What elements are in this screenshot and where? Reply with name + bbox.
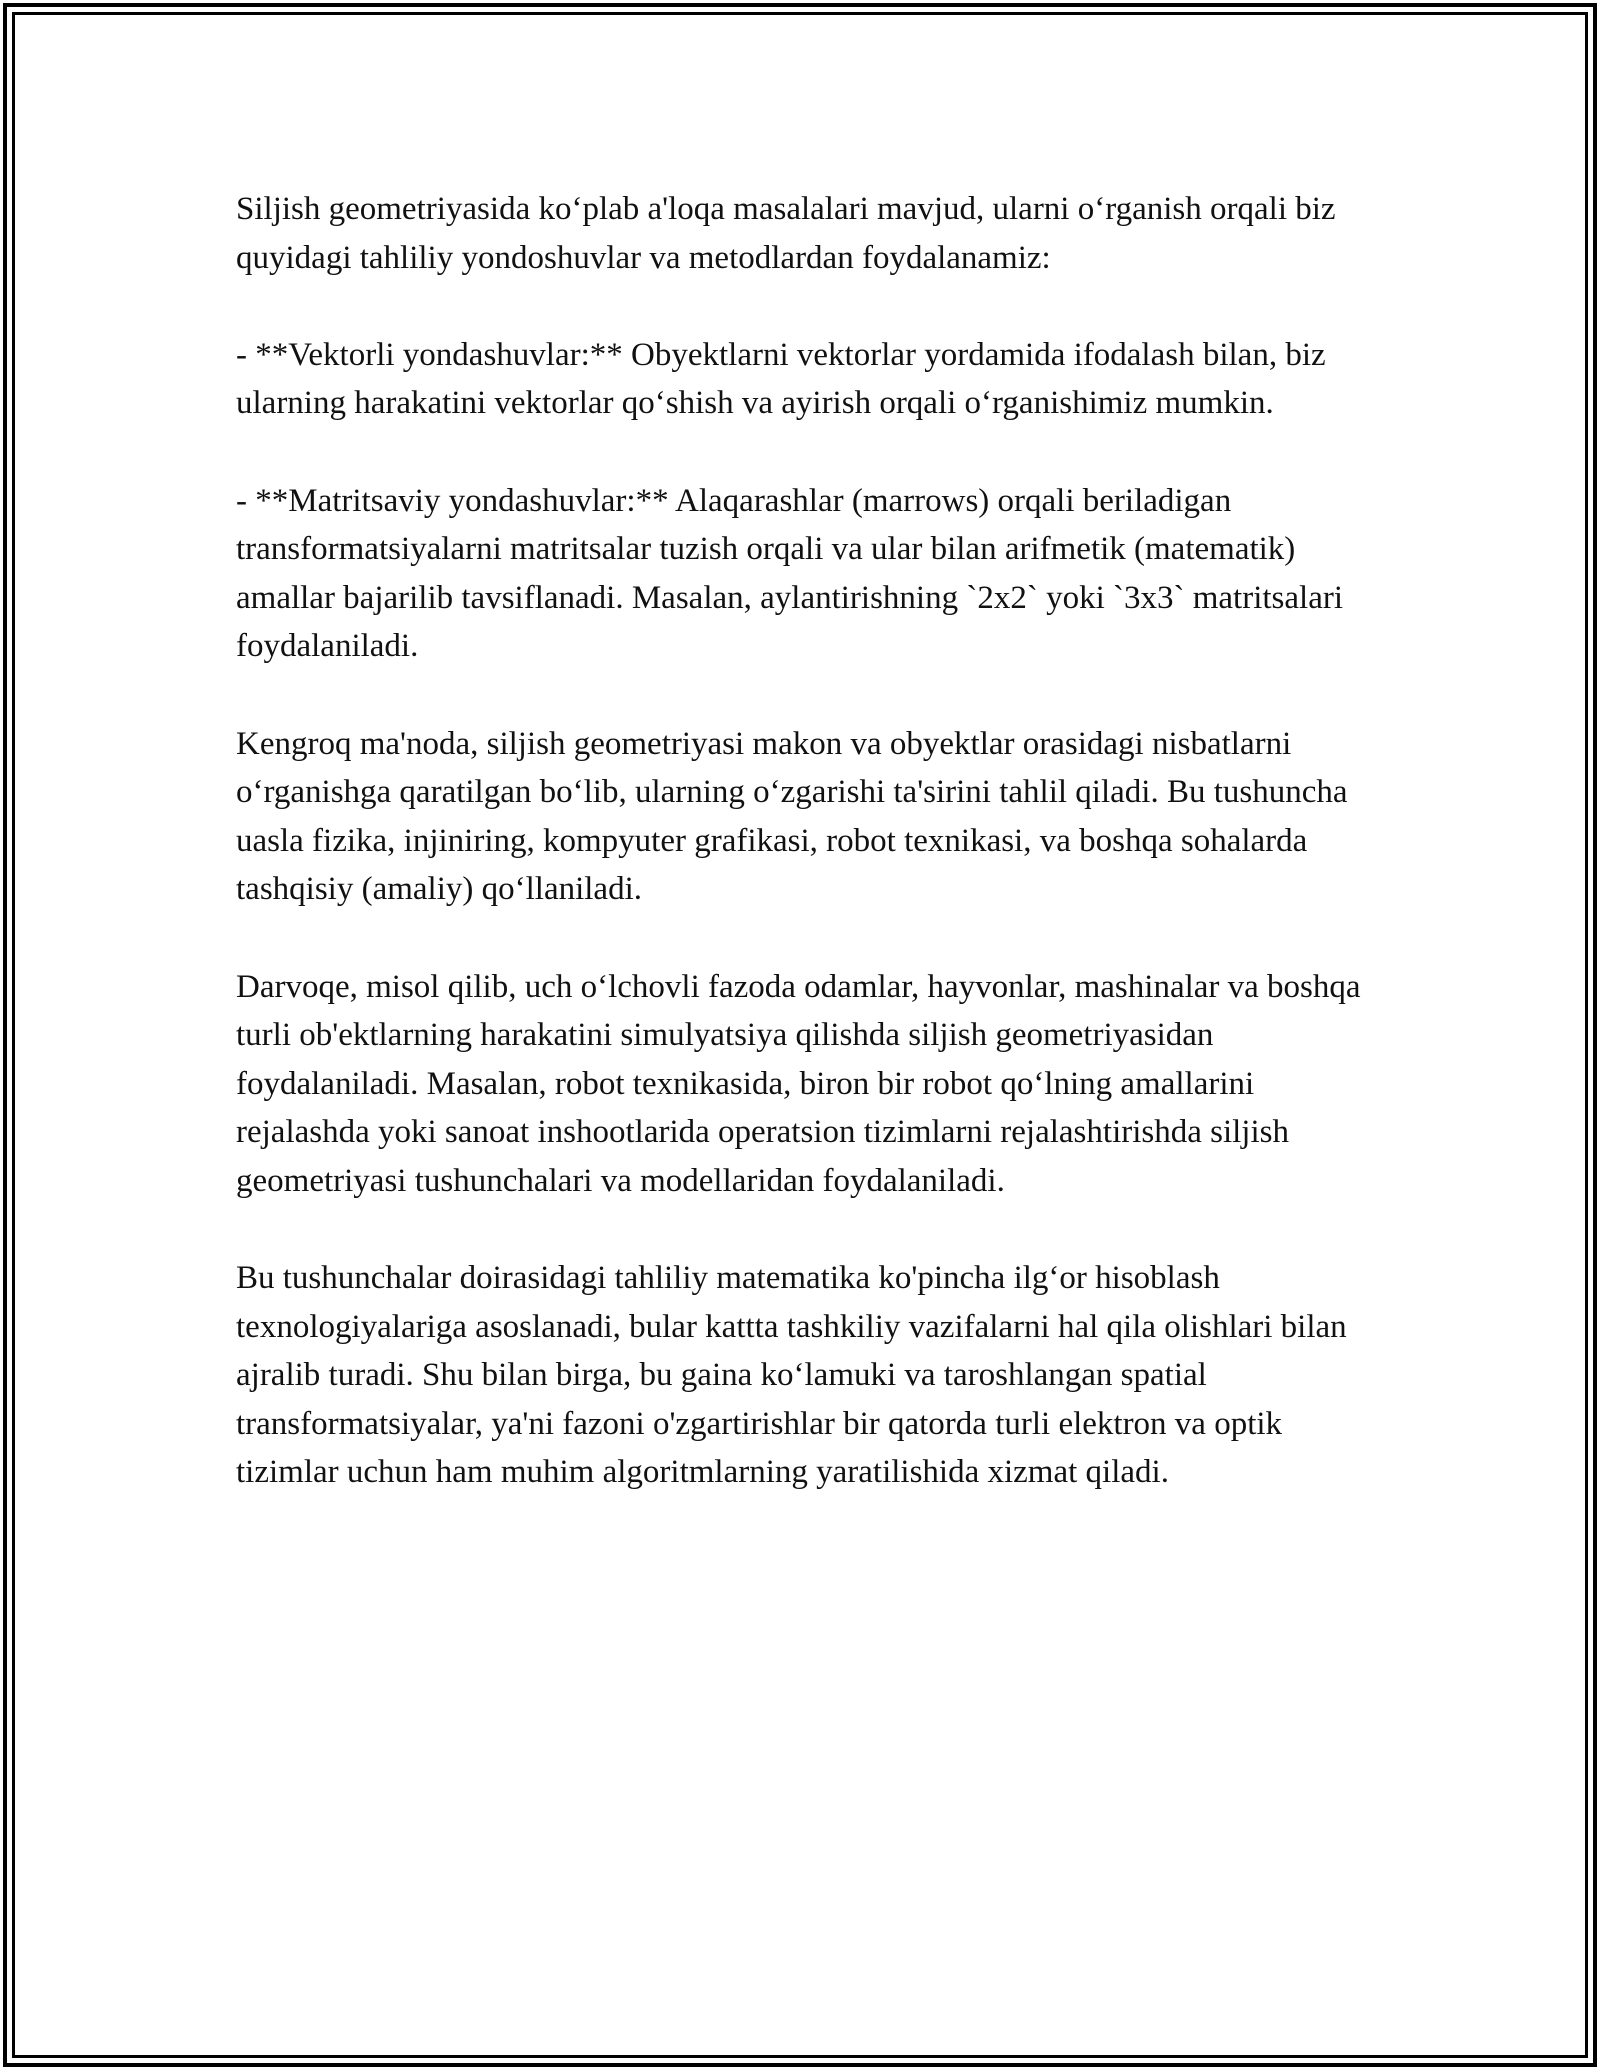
paragraph-matrix-approach: - **Matritsaviy yondashuvlar:** Alaqarashlar (marrows) orqali beriladigan transformatsiyalarni matritsalar tuzish orqali va ular bilan arifmetik (matematik) amallar bajarilib tavsiflanadi. Masalan, aylantirishning `2x2` yoki `3x3` matritsalari foydalaniladi.	[236, 482, 1343, 665]
document-body	[236, 185, 1376, 1546]
paragraph-intro: Siljish geometriyasida ko‘plab a'loqa masalalari mavjud, ularni o‘rganish orqali biz quyidagi tahliliy yondoshuvlar va metodlardan foydalanamiz:	[236, 191, 1336, 276]
paragraph-conclusion: Bu tushunchalar doirasidagi tahliliy matematika ko'pincha ilg‘or hisoblash texnologiyalariga asoslanadi, bular kattta tashkiliy vazifalarni hal qila olishlari bilan ajralib turadi. Shu bilan birga, bu gaina ko‘lamuki va taroshlangan spatial transformatsiyalar, ya'ni fazoni o'zgartirishlar bir qatorda turli elektron va optik tizimlar uchun ham muhim algoritmlarning yaratilishida xizmat qiladi.	[236, 1260, 1347, 1491]
paragraph-vector-approach: - **Vektorli yondashuvlar:** Obyektlarni vektorlar yordamida ifodalash bilan, biz ularning harakatini vektorlar qo‘shish va ayirish orqali o‘rganishimiz mumkin.	[236, 336, 1326, 422]
paragraph-broader-meaning: Kengroq ma'noda, siljish geometriyasi makon va obyektlar orasidagi nisbatlarni o‘rganishga qaratilgan bo‘lib, ularning o‘zgarishi ta'sirini tahlil qiladi. Bu tushuncha uasla fizika, injiniring, kompyuter grafikasi, robot texnikasi, va boshqa sohalarda tashqisiy (amaliy) qo‘llaniladi.	[236, 725, 1348, 908]
paragraph-example: Darvoqe, misol qilib, uch o‘lchovli fazoda odamlar, hayvonlar, mashinalar va boshqa turli ob'ektlarning harakatini simulyatsiya qilishda siljish geometriyasidan foydalaniladi. Masalan, robot texnikasida, biron bir robot qo‘lning amallarini rejalashda yoki sanoat inshootlarida operatsion tizimlarni rejalashtirishda siljish geometriyasi tushunchalari va modellaridan foydalaniladi.	[236, 968, 1361, 1199]
